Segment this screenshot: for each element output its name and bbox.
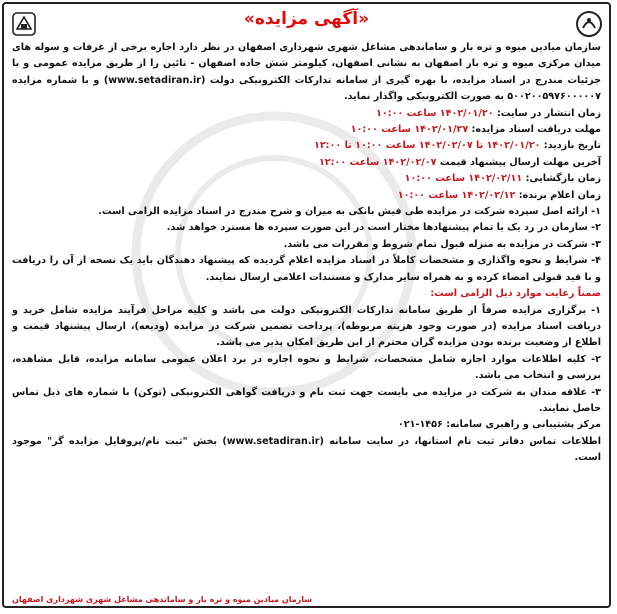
organization-logo-icon [10,10,38,38]
date-row [12,188,601,204]
date-label: تاریخ بازدید: [543,140,601,152]
header [4,6,609,40]
date-row [12,171,601,187]
ad-body [12,40,601,588]
notice-item: ۲- کلیه اطلاعات موارد اجاره شامل مشخصات، شرایط و نحوه اجاره در برد اعلان عمومی سامانه مزایده، قابل مشاهده، بررسی و انتخاب می باشد. [12,353,601,382]
notice-item: ۱- برگزاری مزایده صرفاً از طریق سامانه تدارکات الکترونیکی دولت می باشد و کلیه مراحل فرآیند مزایده شامل خرید و دریافت اسناد مزایده (در صورت وجود هزینه مربوطه)، پرداخت تضمین شرکت در مزایده (ودیعه)، ارسال پیشنهاد قیمت و اطلاع از وضعیت برنده بودن مزایده گران محترم از این طریق امکان پذیر می باشد. [12,304,601,349]
condition-item: ۴- شرایط و نحوه واگذاری و مشخصات کاملاً در اسناد مزایده اعلام گردیده که پیشنهاد دهندگان باید یک نسخه از آن را دریافت و با قید قبولی امضاء کرده و به همراه سایر مدارک و مستندات اعلامی ارسال نمایند. [12,255,601,283]
date-value: ۱۴۰۲/۰۲/۰۷ ساعت ۱۲:۰۰ [318,156,437,168]
condition-item: ۱- ارائه اصل سپرده شرکت در مزایده طی فیش بانکی به میزان و شرح مندرج در اسناد مزایده الزامی است. [98,206,601,218]
footer-signature: سازمان میادین میوه و تره بار و ساماندهی مشاغل شهری شهرداری اصفهان [12,595,313,604]
conditions-list [12,204,601,286]
date-value: ۱۴۰۲/۰۲/۱۲ ساعت ۱۰:۰۰ [397,189,516,201]
date-value: ۱۴۰۲/۰۲/۱۱ ساعت ۱۰:۰۰ [404,173,523,185]
notices-list [12,303,601,418]
date-row [12,138,601,154]
date-value: ۱۴۰۲/۰۱/۲۰ ساعت ۱۰:۰۰ [376,107,494,119]
date-row [12,106,601,122]
date-row [12,155,601,171]
notice-item: ۳- علاقه مندان به شرکت در مزایده می بایست جهت ثبت نام و دریافت گواهی الکترونیکی (توکن) با شماره های ذیل تماس حاصل نمایند. [12,386,601,414]
dates-list [12,106,601,204]
date-label: مهلت دریافت اسناد مزایده: [471,124,601,136]
date-label: زمان انتشار در سایت: [496,107,601,119]
support-line: مرکز پشتیبانی و راهبری سامانه: ۱۴۵۶-۰۲۱ [397,419,601,431]
date-label: آخرین مهلت ارسال پیشنهاد قیمت [439,156,601,168]
contact-line: اطلاعات تماس دفاتر ثبت نام استانها، در سایت سامانه (www.setadiran.ir) بخش "ثبت نام/پروفایل مزایده گر" موجود است. [12,435,601,464]
date-value: ۱۴۰۲/۰۱/۲۰ تا ۱۴۰۲/۰۲/۰۷ ساعت ۱۰:۰۰ تا ۱۲:۰۰ [313,140,541,152]
date-value: ۱۴۰۲/۰۱/۲۷ ساعت ۱۰:۰۰ [350,124,469,136]
condition-item: ۳- شرکت در مزایده به منزله قبول تمام شروط و مقررات می باشد. [283,238,601,250]
condition-item: ۲- سازمان در رد یک یا تمام پیشنهادها مختار است در این صورت سپرده ها مسترد خواهد شد. [166,222,601,234]
notice-heading: ضمناً رعایت موارد ذیل الزامی است: [430,288,601,300]
intro-paragraph: سازمان میادین میوه و تره بار و ساماندهی مشاغل شهری شهرداری اصفهان در نظر دارد اجاره برخی از غرفات و سوله های میدان مرکزی میوه و تره بار اصفهان به نشانی اصفهان، کیلومتر شش جاده اصفهان - نائین را از طریق مزایده عمومی و با جزئیات مندرج در اسناد مزایده، با بهره گیری از سامانه تدارکات الکترونیکی دولت (www.setadiran.ir) و با شماره مزایده ۵۰۰۲۰۰۵۹۷۶۰۰۰۰۰۷ به صورت الکترونیکی واگذار نماید. [12,42,601,103]
ad-frame [2,2,611,608]
date-row [12,122,601,138]
ad-title: «آگهی مزایده» [243,9,370,29]
date-label: زمان بازگشایی: [525,173,601,185]
date-label: زمان اعلام برنده: [518,189,601,201]
